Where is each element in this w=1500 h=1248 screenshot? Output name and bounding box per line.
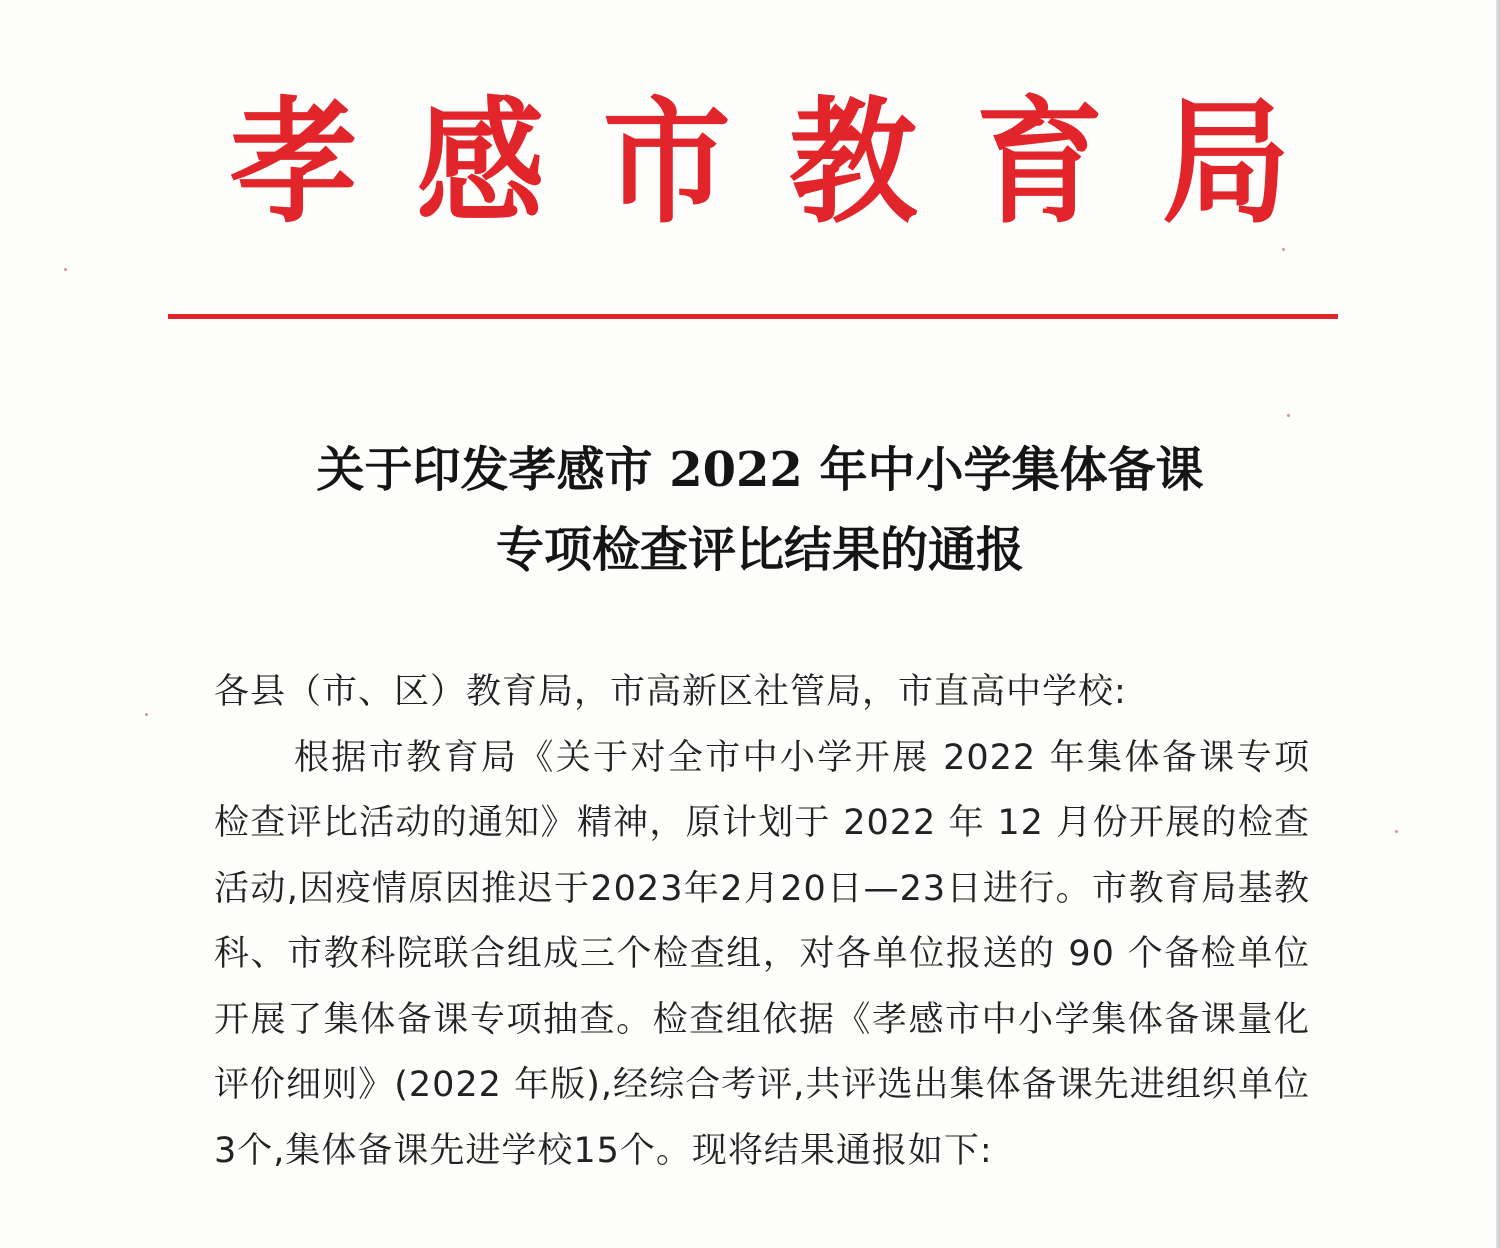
document-title-line-1: 关于印发孝感市 2022 年中小学集体备课 <box>316 442 1204 498</box>
letterhead-char: 教 <box>789 83 918 243</box>
body-paragraph: 根据市教育局《关于对全市中小学开展 2022 年集体备课专项检查评比活动的通知》精神，原计划于 2022 年 12 月份开展的检查活动,因疫情原因推迟于2023年2月20日—23日进行。市教育局基教科、市教科院联合组成三个检查组，对各单位报送的 90 个备检单位开展了集体备课专项抽查。检查组依据《孝感市中小学集体备课量化评价细则》(2022 年版),经综合考评,共评选出集体备课先进组织单位3个,集体备课先进学校15个。现将结果通报如下: <box>214 737 1310 1171</box>
scan-speck <box>1287 414 1290 417</box>
letterhead-char: 育 <box>975 83 1104 243</box>
scan-speck <box>64 268 67 271</box>
letterhead-divider <box>168 314 1338 319</box>
salutation: 各县（市、区）教育局，市高新区社管局，市直高中学校: <box>214 672 1127 712</box>
letterhead-char: 市 <box>602 83 731 243</box>
scan-speck <box>145 713 148 716</box>
document-title-line-2: 专项检查评比结果的通报 <box>495 522 1024 578</box>
letterhead-char: 孝 <box>230 83 359 243</box>
document-body <box>214 660 1310 1184</box>
scan-edge <box>1496 0 1500 1248</box>
letterhead-title <box>230 83 1290 243</box>
document-title <box>150 430 1370 590</box>
letterhead-char: 局 <box>1161 83 1290 243</box>
letterhead-char: 感 <box>416 83 545 243</box>
scan-speck <box>1282 248 1285 251</box>
scan-speck <box>1395 830 1398 833</box>
